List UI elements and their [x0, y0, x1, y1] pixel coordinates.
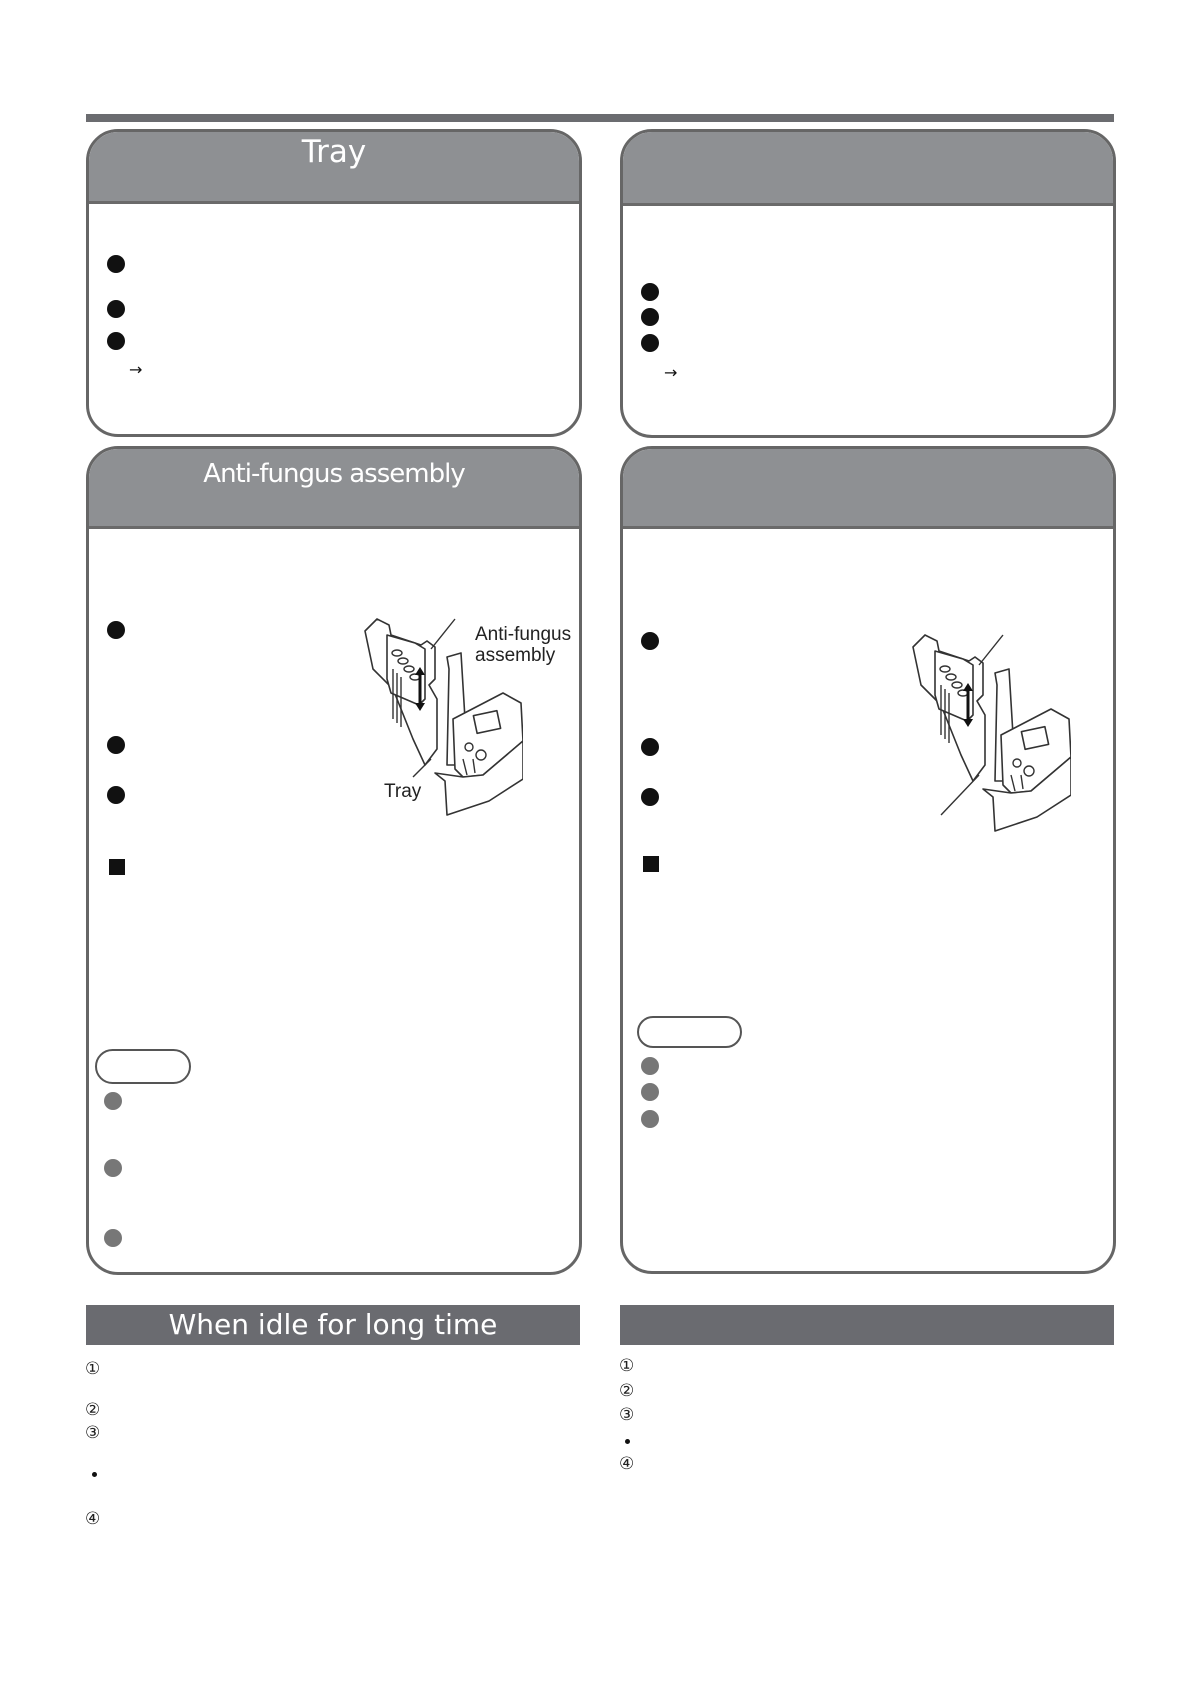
- step-marker: [107, 786, 125, 804]
- list-marker-4: ④: [85, 1509, 101, 1529]
- top-rule: [86, 114, 1114, 122]
- list-marker-3: ③: [619, 1405, 635, 1425]
- step-marker: [107, 255, 125, 273]
- tray-callout-label: Tray: [384, 781, 422, 802]
- antifungus-panel: [86, 446, 582, 1275]
- section-marker: [643, 856, 659, 872]
- note-badge: [637, 1016, 742, 1048]
- tray-panel-title: Tray: [301, 134, 367, 170]
- note-marker: [641, 1110, 659, 1128]
- list-bullet: [92, 1472, 97, 1477]
- step-marker: [641, 308, 659, 326]
- step-marker: [107, 621, 125, 639]
- step-marker: [641, 283, 659, 301]
- list-marker-2: ②: [85, 1400, 101, 1420]
- antifungus-panel-right-header: [623, 449, 1113, 529]
- antifungus-panel-header: [89, 449, 579, 529]
- arrow-right-icon: →: [664, 363, 678, 382]
- list-marker-3: ③: [85, 1423, 101, 1443]
- antifungus-callout-label: Anti-fungus assembly: [475, 624, 572, 666]
- step-marker: [641, 788, 659, 806]
- arrow-right-icon: →: [129, 360, 143, 379]
- step-marker: [107, 332, 125, 350]
- antifungus-panel-title: Anti-fungus assembly: [203, 459, 465, 489]
- note-badge: [95, 1049, 191, 1084]
- note-marker: [641, 1083, 659, 1101]
- tray-panel-right-header: [623, 132, 1113, 206]
- list-marker-2: ②: [619, 1381, 635, 1401]
- note-marker: [104, 1092, 122, 1110]
- tray-panel: [86, 129, 582, 437]
- list-marker-4: ④: [619, 1454, 635, 1474]
- step-marker: [641, 632, 659, 650]
- antifungus-tray-illustration: [911, 625, 1071, 835]
- antifungus-panel-right: [620, 446, 1116, 1274]
- step-marker: [641, 738, 659, 756]
- note-marker: [104, 1229, 122, 1247]
- list-marker-1: ①: [619, 1356, 635, 1376]
- note-marker: [104, 1159, 122, 1177]
- step-marker: [107, 736, 125, 754]
- idle-section-title: When idle for long time: [168, 1308, 498, 1341]
- idle-section-bar-right: [620, 1305, 1114, 1345]
- idle-section-bar: [86, 1305, 580, 1345]
- list-bullet: [625, 1439, 630, 1444]
- tray-panel-right: [620, 129, 1116, 438]
- section-marker: [109, 859, 125, 875]
- note-marker: [641, 1057, 659, 1075]
- tray-panel-header: [89, 132, 579, 204]
- list-marker-1: ①: [85, 1359, 101, 1379]
- step-marker: [641, 334, 659, 352]
- step-marker: [107, 300, 125, 318]
